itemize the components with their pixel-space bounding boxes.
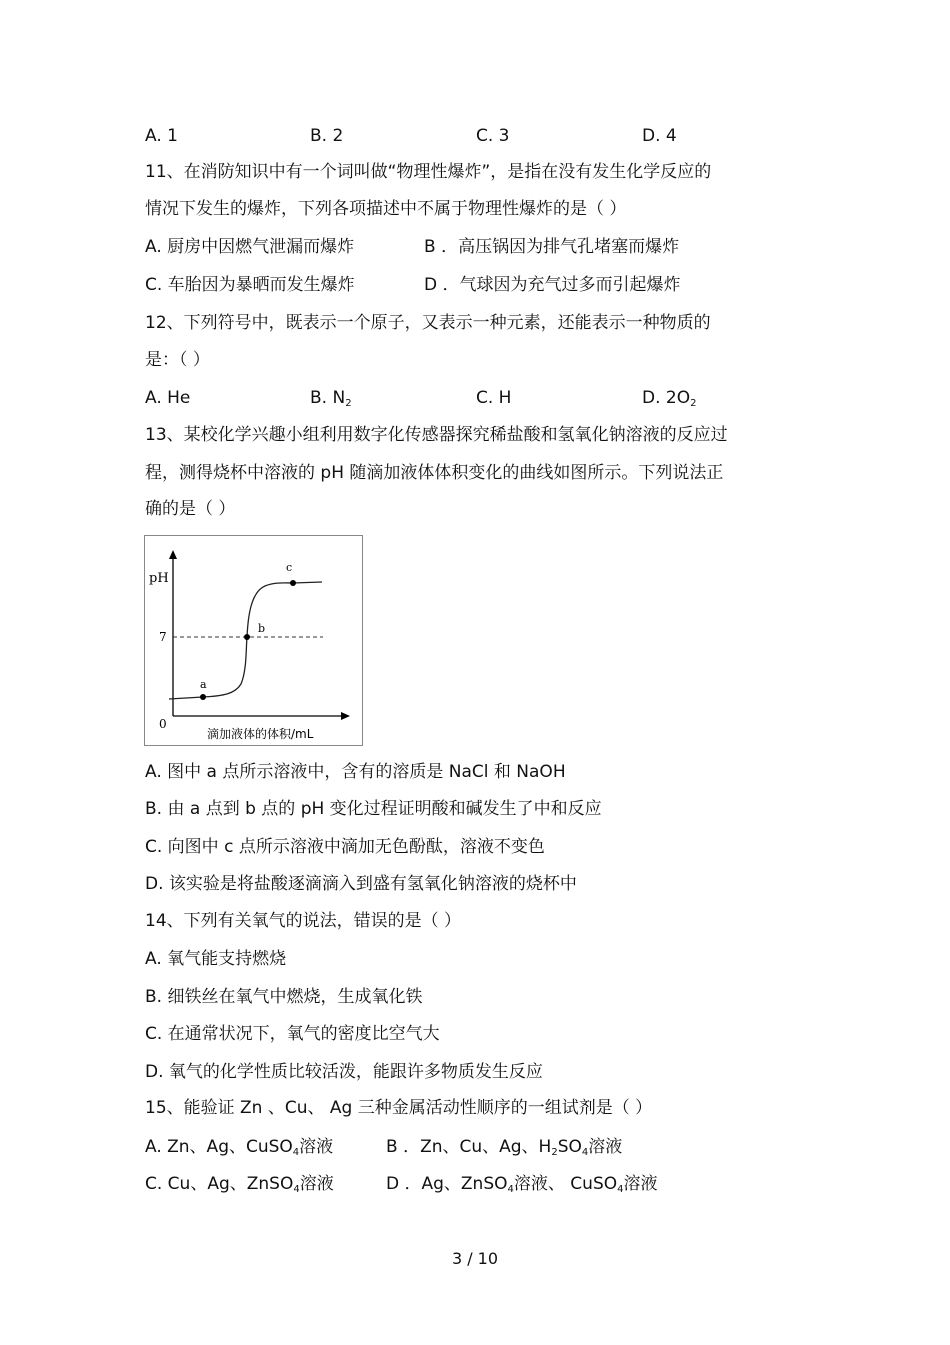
- q11-stem-line2: 情况下发生的爆炸，下列各项描述中不属于物理性爆炸的是（ ）: [145, 199, 627, 219]
- q12-stem-line2: 是：（ ）: [145, 350, 210, 370]
- point-b-marker: [244, 634, 250, 640]
- point-c-label: c: [286, 561, 293, 574]
- q11-option-b: B ．高压锅因为排气孔堵塞而爆炸: [424, 237, 680, 257]
- q15-option-a: A. Zn、Ag、CuSO$_4$溶液: [145, 1137, 334, 1158]
- q11-option-a: A. 厨房中因燃气泄漏而爆炸: [145, 237, 355, 257]
- q14-option-c: C. 在通常状况下，氧气的密度比空气大: [145, 1024, 440, 1044]
- q13-stem-line3: 确的是（ ）: [145, 499, 236, 519]
- q11-stem-line1: 11、在消防知识中有一个词叫做“物理性爆炸”，是指在没有发生化学反应的: [145, 162, 712, 182]
- page-number: 3 / 10: [451, 1249, 499, 1268]
- point-b-label: b: [258, 622, 266, 635]
- q13-option-b: B. 由 a 点到 b 点的 pH 变化过程证明酸和碱发生了中和反应: [145, 799, 602, 819]
- q13-option-c: C. 向图中 c 点所示溶液中滴加无色酚酞，溶液不变色: [145, 837, 545, 857]
- q10-option-b: B. 2: [310, 126, 344, 146]
- q14-stem: 14、下列有关氧气的说法，错误的是（ ）: [145, 911, 462, 931]
- y-axis-label: pH: [149, 571, 169, 586]
- origin-label: 0: [159, 717, 167, 731]
- q12-stem-line1: 12、下列符号中，既表示一个原子，又表示一种元素，还能表示一种物质的: [145, 313, 711, 333]
- q15-option-b: B ．Zn、Cu、Ag、$H_2SO_4$溶液: [386, 1137, 623, 1158]
- y-axis-arrow: [169, 550, 177, 559]
- q14-option-b: B. 细铁丝在氧气中燃烧，生成氧化铁: [145, 987, 423, 1007]
- ph-curve-diagram: [145, 536, 362, 745]
- q13-stem-line1: 13、某校化学兴趣小组利用数字化传感器探究稀盐酸和氢氧化钠溶液的反应过: [145, 425, 728, 445]
- q10-option-c: C. 3: [476, 126, 510, 146]
- q12-option-a: A. He: [145, 388, 191, 408]
- q12-option-c: C. H: [476, 388, 512, 408]
- q10-option-d: D. 4: [642, 126, 677, 146]
- point-c-marker: [290, 580, 296, 586]
- q15-option-c: C. Cu、Ag、ZnSO$_4$溶液: [145, 1174, 334, 1195]
- q13-option-d: D. 该实验是将盐酸逐滴滴入到盛有氢氧化钠溶液的烧杯中: [145, 874, 577, 894]
- q14-option-d: D. 氧气的化学性质比较活泼，能跟许多物质发生反应: [145, 1062, 543, 1082]
- ph-titration-figure: [144, 535, 363, 746]
- q13-option-a: A. 图中 a 点所示溶液中，含有的溶质是 NaCl 和 NaOH: [145, 762, 566, 782]
- tick-7-label: 7: [159, 630, 167, 644]
- ph-curve: [169, 582, 322, 699]
- q11-option-c: C. 车胎因为暴晒而发生爆炸: [145, 275, 355, 295]
- q14-option-a: A. 氧气能支持燃烧: [145, 949, 287, 969]
- point-a-marker: [200, 694, 206, 700]
- q10-option-a: A. 1: [145, 126, 178, 146]
- x-axis-label: 滴加液体的体积/mL: [207, 727, 314, 741]
- q12-option-d: D. $2O_2$: [642, 388, 697, 409]
- q12-option-b: B. $N_2$: [310, 388, 352, 409]
- q13-stem-line2: 程，测得烧杯中溶液的 pH 随滴加液体体积变化的曲线如图所示。下列说法正: [145, 463, 724, 483]
- x-axis-arrow: [341, 712, 350, 720]
- q15-stem: 15、能验证 Zn 、Cu、 Ag 三种金属活动性顺序的一组试剂是（ ）: [145, 1098, 653, 1118]
- point-a-label: a: [200, 678, 207, 691]
- q11-option-d: D ．气球因为充气过多而引起爆炸: [424, 275, 681, 295]
- q15-option-d: D ．Ag、ZnSO$_4$溶液、 CuSO$_4$溶液: [386, 1174, 658, 1195]
